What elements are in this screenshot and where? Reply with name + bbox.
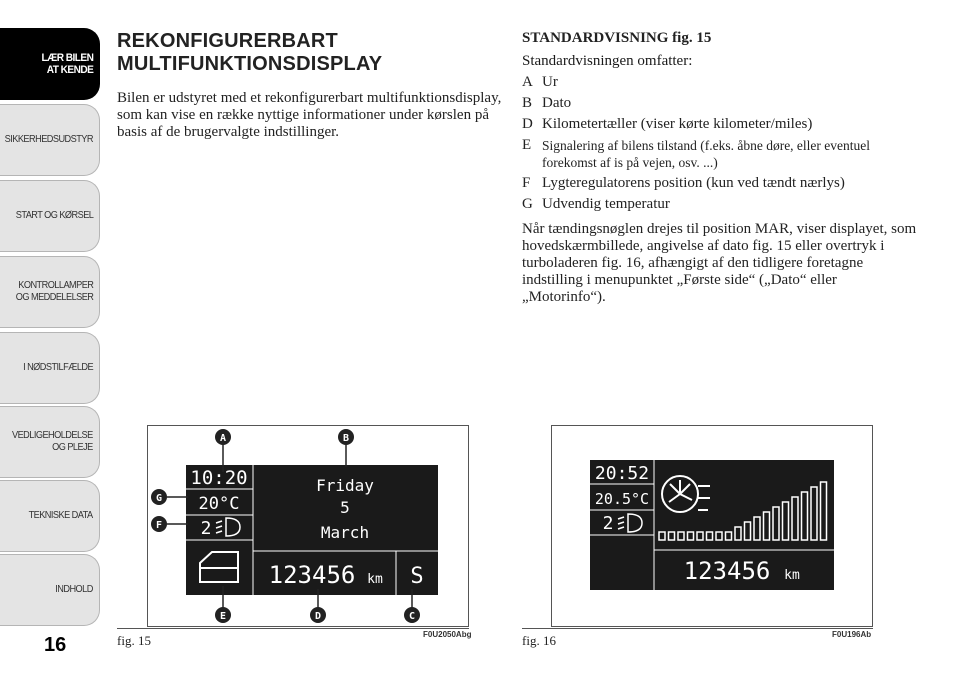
tab-nodstilfaelde[interactable] [0,332,100,404]
svg-text:G: G [155,493,163,504]
item-key: F [522,175,531,191]
page-number: 16 [44,634,67,656]
callout-c [404,607,420,623]
svg-text:D: D [314,611,322,622]
list-item [522,196,917,213]
callout-e [215,607,231,623]
callout-a [215,429,231,445]
fig16-time: 20:52 [594,463,650,484]
tab-indhold[interactable] [0,554,100,626]
tab-label: INDHOLD [55,584,93,595]
tab-vedligeholdelse[interactable] [0,406,100,478]
right-column [522,30,917,306]
tab-start-og-korsel[interactable] [0,180,100,252]
legend-list [522,74,917,213]
fig15-caption: fig. 15 [117,633,151,648]
list-item [522,175,917,192]
tab-sikkerhedsudstyr[interactable] [0,104,100,176]
fig16-code: F0U196Ab [832,630,872,639]
callout-f [151,516,167,532]
fig15-beam-level: 2 [200,518,212,539]
svg-text:F: F [155,520,163,531]
item-key: D [522,116,533,132]
fig15-code: F0U2050Abg [423,630,472,639]
tab-label: TEKNISKE DATA [28,510,93,521]
tab-label: LÆR BILEN AT KENDE [41,52,93,76]
svg-text:C: C [408,611,416,622]
item-text: Signalering af bilens tilstand (f.eks. åbne døre, eller eventuel forekomst af is på vejen, osv. ...) [542,138,871,170]
tab-label: START OG KØRSEL [15,210,93,221]
fig15-odometer: 123456 [268,561,356,589]
section-title-line1: REKONFIGURERBART [117,30,338,52]
callout-b [338,429,354,445]
standard-view-intro: Standardvisningen omfatter: [522,53,693,69]
tab-label: I NØDSTILFÆLDE [23,362,93,373]
section-title [117,30,502,76]
standard-view-heading: STANDARDVISNING fig. 15 [522,30,712,46]
item-key: B [522,95,533,111]
svg-text:A: A [219,433,227,444]
left-column [117,30,502,141]
tab-laer-bilen[interactable] [0,28,100,100]
item-text: Ur [542,74,558,90]
tab-label: SIKKERHEDSUDSTYR [4,134,93,145]
fig15-gear-indicator: S [410,564,424,589]
figure-15 [147,425,469,627]
tab-tekniske-data[interactable] [0,480,100,552]
tail-paragraph: Når tændingsnøglen drejes til position MAR, viser displayet, som hovedskærmbillede, angivelse af dato fig. 15 eller overtryk i turboladeren fig. 16, afhængigt af den tidligere foretagne indstilling i menupunktet „Første side“ („Dato“ eller „Motorinfo“). [522,221,917,305]
fig16-odometer: 123456 [683,557,771,585]
fig15-display-illustration [148,426,468,626]
figure-16 [551,425,873,627]
list-item [522,74,917,91]
item-text: Udvendig temperatur [542,196,670,212]
item-text: Kilometertæller (viser kørte kilometer/miles) [542,116,813,132]
tab-kontrollamper[interactable] [0,256,100,328]
fig16-beam-level: 2 [602,513,614,534]
fig15-month: March [320,523,370,542]
fig15-day: Friday [316,476,374,495]
item-key: E [522,137,532,153]
fig15-rule [117,628,469,629]
svg-text:E: E [219,611,227,622]
item-key: A [522,74,533,90]
fig16-caption: fig. 16 [522,633,556,648]
fig15-temp: 20°C [198,494,240,514]
fig16-display-illustration [552,426,872,626]
fig16-rule [522,628,873,629]
item-key: G [522,196,533,212]
fig15-time: 10:20 [190,467,248,489]
item-text: Dato [542,95,572,111]
tab-label: VEDLIGEHOLDELSE OG PLEJE [12,430,93,453]
fig15-odometer-unit: km [367,572,383,587]
intro-paragraph: Bilen er udstyret med et rekonfigurerbart multifunktionsdisplay, som kan vise en række nyttige informationer under kørslen på basis af de brugervalgte indstillinger. [117,90,502,140]
fig15-date: 5 [340,498,350,517]
item-text: Lygteregulatorens position (kun ved tændt nærlys) [542,175,845,191]
list-item [522,116,917,133]
tab-label: KONTROLLAMPER OG MEDDELELSER [15,280,93,303]
fig16-odometer-unit: km [784,568,800,583]
fig16-temp: 20.5°C [594,490,650,508]
callout-g [151,489,167,505]
list-item [522,95,917,112]
callout-d [310,607,326,623]
section-title-line2: MULTIFUNKTIONSDISPLAY [117,53,383,75]
list-item [522,137,917,171]
svg-text:B: B [342,433,350,444]
